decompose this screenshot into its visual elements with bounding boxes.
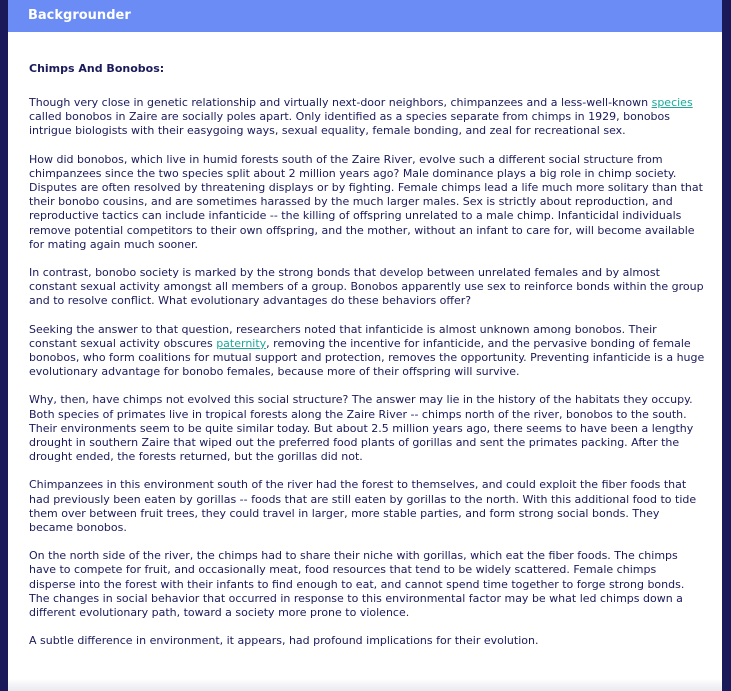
- paragraph-1: [29, 96, 706, 139]
- paragraph-4-text-b: , removing the incentive for infanticide, and the pervasive bonding of female bonobos, who form coalitions for mutual support and protection, removes the opportunity. Preventing infanticide is a huge evolutionary advantage for bonobo females, because more of their offspring will survive.: [29, 336, 705, 379]
- paragraph-2: How did bonobos, which live in humid forests south of the Zaire River, evolve such a different social structure from chimpanzees since the two species split about 2 million years ago? Male dominance plays a big role in chimp society. Disputes are often resolved by threatening displays or by fighting. Female chimps lead a life much more solitary than that their bonobo cousins, and are sometimes harassed by the much larger males. Sex is strictly about reproduction, and reproductive tactics can include infanticide -- the killing of offspring unrelated to a male chimp. Infanticidal individuals remove potential competitors to their own offspring, and the mother, without an infant to care for, will become available for mating again much sooner.: [29, 152, 703, 251]
- bottom-shade: [8, 679, 722, 691]
- article-body: [8, 32, 722, 649]
- paragraph-5: Why, then, have chimps not evolved this social structure? The answer may lie in the history of the habitats they occupy. Both species of primates live in tropical forests along the Zaire River -- chimps north of the river, bonobos to the south. Their environments seem to be quite similar today. But about 2.5 million years ago, there seems to have been a lengthy drought in southern Zaire that wiped out the preferred food plants of gorillas and sent the primates packing. After the drought ended, the forests returned, but the gorillas did not.: [29, 393, 694, 464]
- paragraph-1-text-a: Though very close in genetic relationship and virtually next-door neighbors, chimpanzees and a less-well-known: [29, 96, 652, 109]
- paragraph-6: Chimpanzees in this environment south of the river had the forest to themselves, and could exploit the fiber foods that had previously been eaten by gorillas -- foods that are still eaten by gorillas to the north. With this additional food to tide them over between fruit trees, they could travel in larger, more stable parties, and form strong social bonds. They became bonobos.: [29, 478, 697, 535]
- article-heading: Chimps And Bonobos:: [29, 62, 165, 75]
- page-frame: [8, 0, 722, 691]
- paragraph-4-text-a: Seeking the answer to that question, researchers noted that infanticide is almost unknown among bonobos. Their constant sexual activity obscures: [29, 322, 657, 350]
- paragraph-4: [29, 323, 706, 380]
- species-link[interactable]: species: [651, 96, 693, 109]
- header-bar: [8, 0, 722, 32]
- paternity-link[interactable]: paternity: [216, 336, 267, 350]
- paragraph-1-text-b: called bonobos in Zaire are socially poles apart. Only identified as a species separate from chimps in 1929, bonobos intrigue biologists with their easygoing ways, sexual equality, female bonding, and zeal for recreational sex.: [29, 110, 670, 138]
- paragraph-7: On the north side of the river, the chimps had to share their niche with gorillas, which eat the fiber foods. The chimps have to compete for fruit, and occasionally meat, food resources that tend to be widely scattered. Female chimps disperse into the forest with their infants to find enough to eat, and cannot spend time together to forge strong bonds. The changes in social behavior that occurred in response to this environmental factor may be what led chimps down a different evolutionary path, toward a society more prone to violence.: [29, 549, 685, 620]
- header-title: Backgrounder: [28, 8, 131, 23]
- paragraph-8: A subtle difference in environment, it appears, had profound implications for their evolution.: [29, 634, 539, 648]
- paragraph-3: In contrast, bonobo society is marked by the strong bonds that develop between unrelated females and by almost constant sexual activity amongst all members of a group. Bonobos apparently use sex to reinforce bonds within the group and to resolve conflict. What evolutionary advantages do these behaviors offer?: [29, 266, 704, 308]
